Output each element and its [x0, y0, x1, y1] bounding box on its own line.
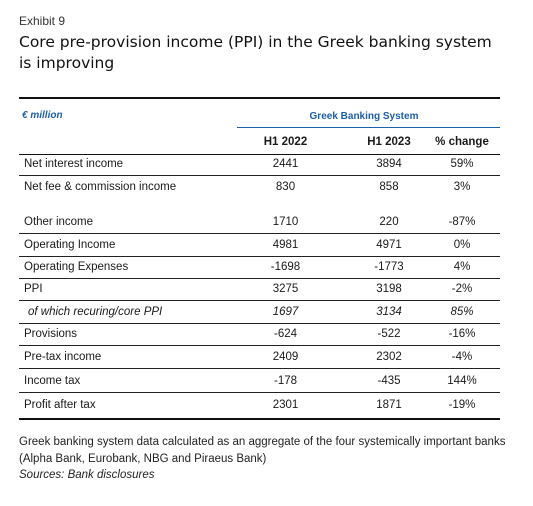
cell-h1-2023: 3198	[376, 283, 402, 295]
table-row	[19, 348, 500, 369]
table-row	[19, 280, 500, 301]
row-label: Income tax	[24, 375, 81, 387]
group-header: Greek Banking System	[309, 111, 419, 122]
footnote: Greek banking system data calculated as an aggregate of the four systemically important banks (Alpha Bank, Eurobank, NBG and Piraeus Bank)	[19, 436, 506, 465]
cell-change: 59%	[450, 158, 474, 170]
cell-h1-2023: 1871	[376, 399, 402, 411]
cell-change: -2%	[451, 283, 473, 295]
cell-h1-2022: 830	[275, 181, 296, 193]
cell-h1-2023: -435	[377, 375, 401, 387]
cell-h1-2023: 2302	[376, 351, 402, 363]
row-divider	[19, 278, 500, 279]
source-note: Sources: Bank disclosures	[19, 469, 155, 481]
exhibit-label: Exhibit 9	[19, 14, 66, 28]
cell-h1-2023: 3134	[376, 306, 402, 318]
cell-h1-2022: -1698	[270, 261, 301, 273]
row-divider	[19, 256, 500, 257]
row-label: Profit after tax	[24, 399, 96, 411]
column-header-h1-2023: H1 2023	[367, 136, 411, 148]
cell-h1-2022: 4981	[272, 239, 299, 251]
column-header-h1-2022: H1 2022	[263, 136, 308, 148]
table-row	[19, 258, 500, 279]
row-divider	[19, 175, 500, 176]
cell-h1-2022: -624	[273, 328, 298, 340]
row-label: Provisions	[24, 328, 78, 340]
cell-h1-2023: 220	[379, 216, 399, 228]
row-label: of which recuring/core PPI	[28, 306, 163, 318]
cell-change: -19%	[448, 399, 476, 411]
row-divider	[19, 323, 500, 324]
row-label: Pre-tax income	[24, 351, 102, 363]
cell-h1-2023: 858	[379, 181, 399, 193]
row-divider	[19, 345, 500, 346]
column-header-change: % change	[435, 136, 489, 148]
cell-h1-2022: 1697	[272, 306, 299, 318]
cell-h1-2023: 4971	[376, 239, 402, 251]
row-label: Net interest income	[24, 158, 124, 170]
table-row	[19, 178, 500, 199]
table-top-rule	[19, 97, 500, 99]
cell-h1-2022: 3275	[272, 283, 299, 295]
cell-h1-2022: -178	[273, 375, 298, 387]
table-row	[19, 213, 500, 234]
cell-h1-2023: 3894	[376, 158, 402, 170]
cell-change: 144%	[447, 375, 477, 387]
unit-label: € million	[22, 110, 63, 121]
row-label: Operating Expenses	[24, 261, 129, 273]
cell-change: 4%	[453, 261, 471, 273]
cell-h1-2023: -522	[377, 328, 401, 340]
cell-change: -4%	[451, 351, 473, 363]
table-row	[19, 396, 500, 417]
cell-h1-2022: 2409	[272, 351, 299, 363]
exhibit-title: Core pre-provision income (PPI) in the Greek banking system is improving	[19, 33, 492, 72]
row-divider	[19, 368, 500, 369]
table-row	[19, 303, 500, 324]
row-divider	[19, 300, 500, 301]
row-divider	[19, 233, 500, 234]
cell-change: 85%	[450, 306, 474, 318]
cell-h1-2023: -1773	[374, 261, 404, 273]
row-label: PPI	[24, 283, 43, 295]
cell-change: -87%	[448, 216, 476, 228]
cell-h1-2022: 2301	[272, 399, 299, 411]
table-row	[19, 325, 500, 346]
row-label: Operating Income	[24, 239, 116, 251]
row-label: Net fee & commission income	[24, 181, 177, 193]
cell-change: 3%	[453, 181, 471, 193]
group-header-rule	[237, 127, 500, 128]
row-label: Other income	[24, 216, 94, 228]
cell-h1-2022: 1710	[272, 216, 299, 228]
table-row	[19, 155, 500, 176]
cell-change: 0%	[453, 239, 471, 251]
cell-h1-2022: 2441	[272, 158, 299, 170]
table-bottom-rule	[19, 418, 500, 420]
table-row	[19, 236, 500, 257]
cell-change: -16%	[448, 328, 476, 340]
row-divider	[19, 392, 500, 393]
table-row	[19, 372, 500, 393]
